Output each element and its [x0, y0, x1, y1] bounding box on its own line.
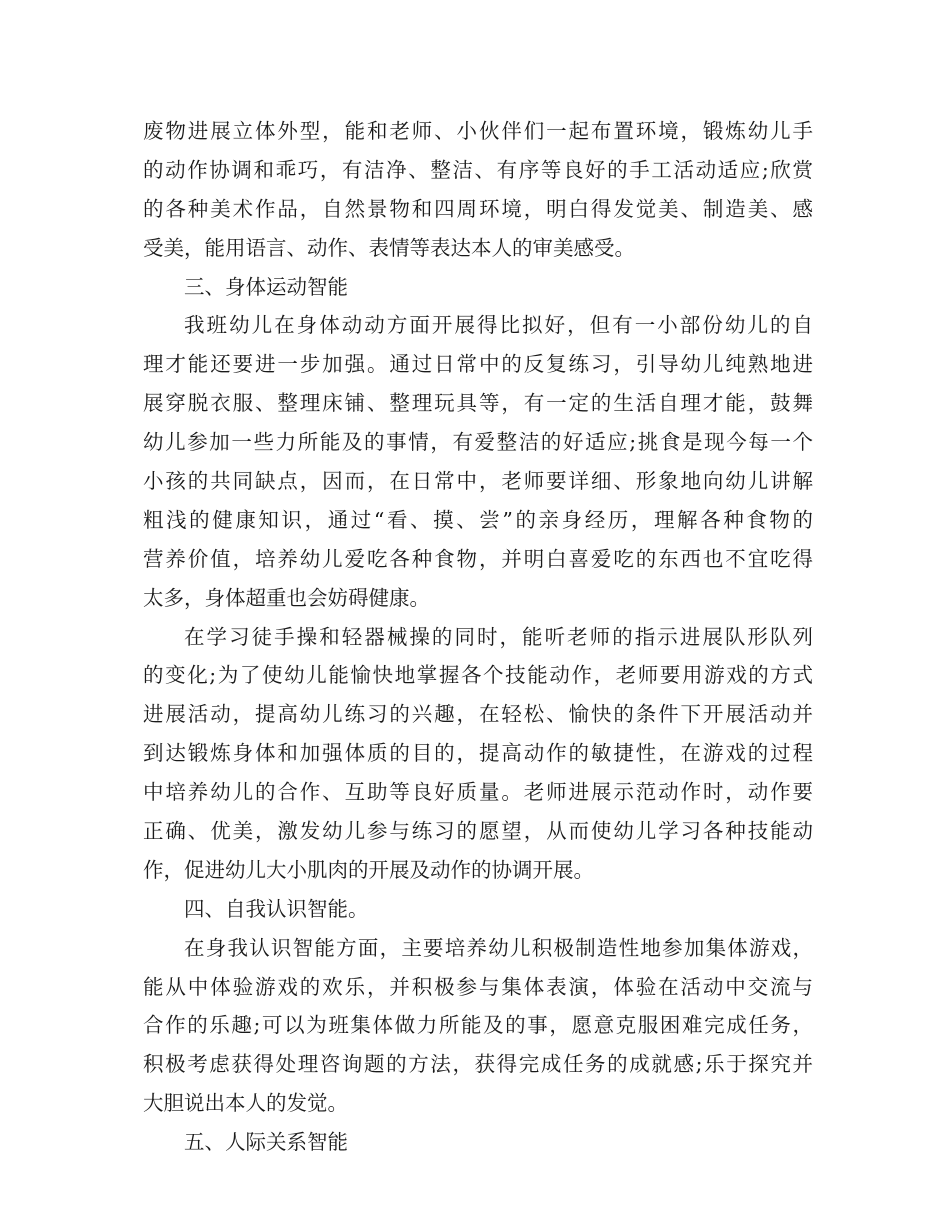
text-line: 正确、优美，激发幼儿参与练习的愿望，从而使幼儿学习各种技能动: [143, 819, 813, 844]
document-body: [143, 112, 813, 1162]
text-line: 的变化;为了使幼儿能愉快地掌握各个技能动作，老师要用游戏的方式: [143, 663, 813, 688]
text-line: 进展活动，提高幼儿练习的兴趣，在轻松、愉快的条件下开展活动并: [143, 702, 813, 727]
text-line: 小孩的共同缺点，因而，在日常中，老师要详细、形象地向幼儿讲解: [143, 469, 813, 494]
text-line: 营养价值，培养幼儿爱吃各种食物，并明白喜爱吃的东西也不宜吃得: [143, 546, 813, 571]
text-line: 能从中体验游戏的欢乐，并积极参与集体表演，体验在活动中交流与: [143, 974, 813, 999]
section-heading: 四、自我认识智能。: [184, 896, 369, 921]
section-heading: 五、人际关系智能: [184, 1130, 348, 1155]
text-line: 作，促进幼儿大小肌肉的开展及动作的协调开展。: [143, 857, 594, 882]
text-line: 在身我认识智能方面，主要培养幼儿积极制造性地参加集体游戏，: [184, 935, 813, 960]
text-line: 合作的乐趣;可以为班集体做力所能及的事，愿意克服困难完成任务，: [143, 1013, 813, 1038]
text-line: 的各种美术作品，自然景物和四周环境，明白得发觉美、制造美、感: [143, 196, 813, 221]
text-line: 展穿脱衣服、整理床铺、整理玩具等，有一定的生活自理才能，鼓舞: [143, 391, 813, 416]
text-line: 大胆说出本人的发觉。: [143, 1091, 348, 1116]
text-line: 废物进展立体外型，能和老师、小伙伴们一起布置环境，锻炼幼儿手: [143, 119, 813, 143]
text-line: 粗浅的健康知识，通过“看、摸、尝”的亲身经历，理解各种食物的: [143, 507, 813, 532]
text-line: 到达锻炼身体和加强体质的目的，提高动作的敏捷性，在游戏的过程: [143, 741, 813, 766]
text-line: 幼儿参加一些力所能及的事情，有爱整洁的好适应;挑食是现今每一个: [143, 430, 813, 455]
text-line: 我班幼儿在身体动动方面开展得比拟好，但有一小部份幼儿的自: [184, 313, 813, 338]
text-line: 中培养幼儿的合作、互助等良好质量。老师进展示范动作时，动作要: [143, 780, 813, 805]
text-line: 在学习徒手操和轻器械操的同时，能听老师的指示进展队形队列: [184, 624, 813, 649]
text-line: 太多，身体超重也会妨碍健康。: [143, 585, 430, 610]
text-line: 的动作协调和乖巧，有洁净、整洁、有序等良好的手工活动适应;欣赏: [143, 157, 813, 182]
text-line: 受美，能用语言、动作、表情等表达本人的审美感受。: [143, 235, 635, 260]
text-line: 理才能还要进一步加强。通过日常中的反复练习，引导幼儿纯熟地进: [143, 352, 813, 377]
text-line: 积极考虑获得处理咨询题的方法，获得完成任务的成就感;乐于探究并: [143, 1052, 813, 1077]
section-heading: 三、身体运动智能: [184, 274, 348, 299]
